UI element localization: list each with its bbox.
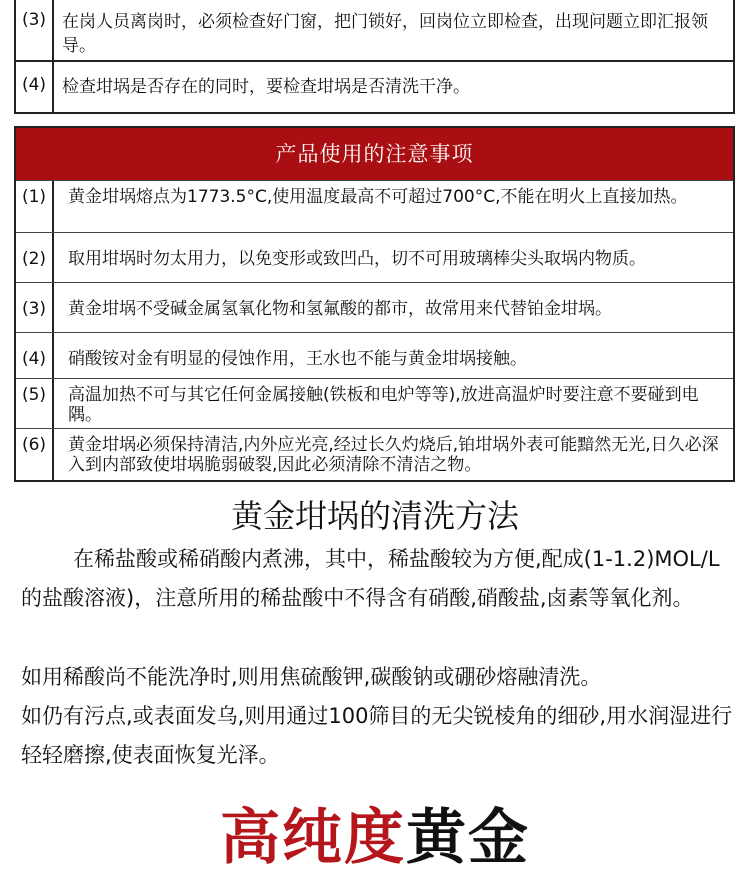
row-number: (2): [16, 233, 54, 282]
row-number: (4): [16, 62, 54, 112]
notes-header: 产品使用的注意事项: [16, 128, 733, 180]
table-row: [16, 180, 733, 232]
storage-rules-table: [14, 0, 735, 114]
table-row: [16, 428, 733, 480]
table-row: [16, 62, 733, 112]
row-text: 在岗人员离岗时，必须检查好门窗，把门锁好，回岗位立即检查，出现问题立即汇报领导。: [62, 12, 708, 56]
usage-notes-table: [14, 126, 735, 482]
row-number: (5): [16, 379, 54, 428]
row-text: 硝酸铵对金有明显的侵蚀作用，王水也不能与黄金坩埚接触。: [68, 349, 527, 369]
row-text: 黄金坩埚熔点为1773.5°C,使用温度最高不可超过700°C,不能在明火上直接加热。: [68, 187, 688, 207]
table-row: [16, 282, 733, 332]
row-text: 黄金坩埚不受碱金属氢氧化物和氢氟酸的都市，故常用来代替铂金坩埚。: [68, 299, 612, 319]
cleaning-paragraph: 在稀盐酸或稀硝酸内煮沸，其中，稀盐酸较为方便,配成(1-1.2)MOL/L的盐酸溶液)，注意所用的稀盐酸中不得含有硝酸,硝酸盐,卤素等氧化剂。: [21, 547, 720, 610]
row-text: 黄金坩埚必须保持清洁,内外应光亮,经过长久灼烧后,铂坩埚外表可能黯然无光,日久必深入到内部致使坩埚脆弱破裂,因此必须清除不清洁之物。: [68, 435, 719, 475]
table-row: [16, 332, 733, 378]
slogan-red-part: 高纯度: [220, 803, 406, 873]
slogan-black-part: 黄金: [406, 803, 530, 873]
slogan-heading: [0, 798, 750, 878]
row-number: (3): [16, 283, 54, 332]
cleaning-paragraph: 如用稀酸尚不能洗净时,则用焦硫酸钾,碳酸钠或硼砂熔融清洗。: [21, 665, 602, 689]
table-row: [16, 0, 733, 62]
cleaning-title: 黄金坩埚的清洗方法: [230, 497, 519, 535]
row-text: 取用坩埚时勿太用力，以免变形或致凹凸，切不可用玻璃棒尖头取埚内物质。: [68, 249, 646, 269]
table-row: [16, 378, 733, 428]
row-text: 高温加热不可与其它任何金属接触(铁板和电炉等等),放进高温炉时要注意不要碰到电隅。: [68, 385, 699, 425]
row-number: (6): [16, 429, 54, 480]
cleaning-paragraph: 如仍有污点,或表面发乌,则用通过100筛目的无尖锐棱角的细砂,用水润湿进行轻轻磨擦,使表面恢复光泽。: [21, 704, 733, 767]
row-number: (1): [16, 181, 54, 232]
row-text: 检查坩埚是否存在的同时，要检查坩埚是否清洗干净。: [62, 77, 470, 97]
row-number: (4): [16, 333, 54, 378]
row-number: (3): [16, 0, 54, 60]
table-row: [16, 232, 733, 282]
